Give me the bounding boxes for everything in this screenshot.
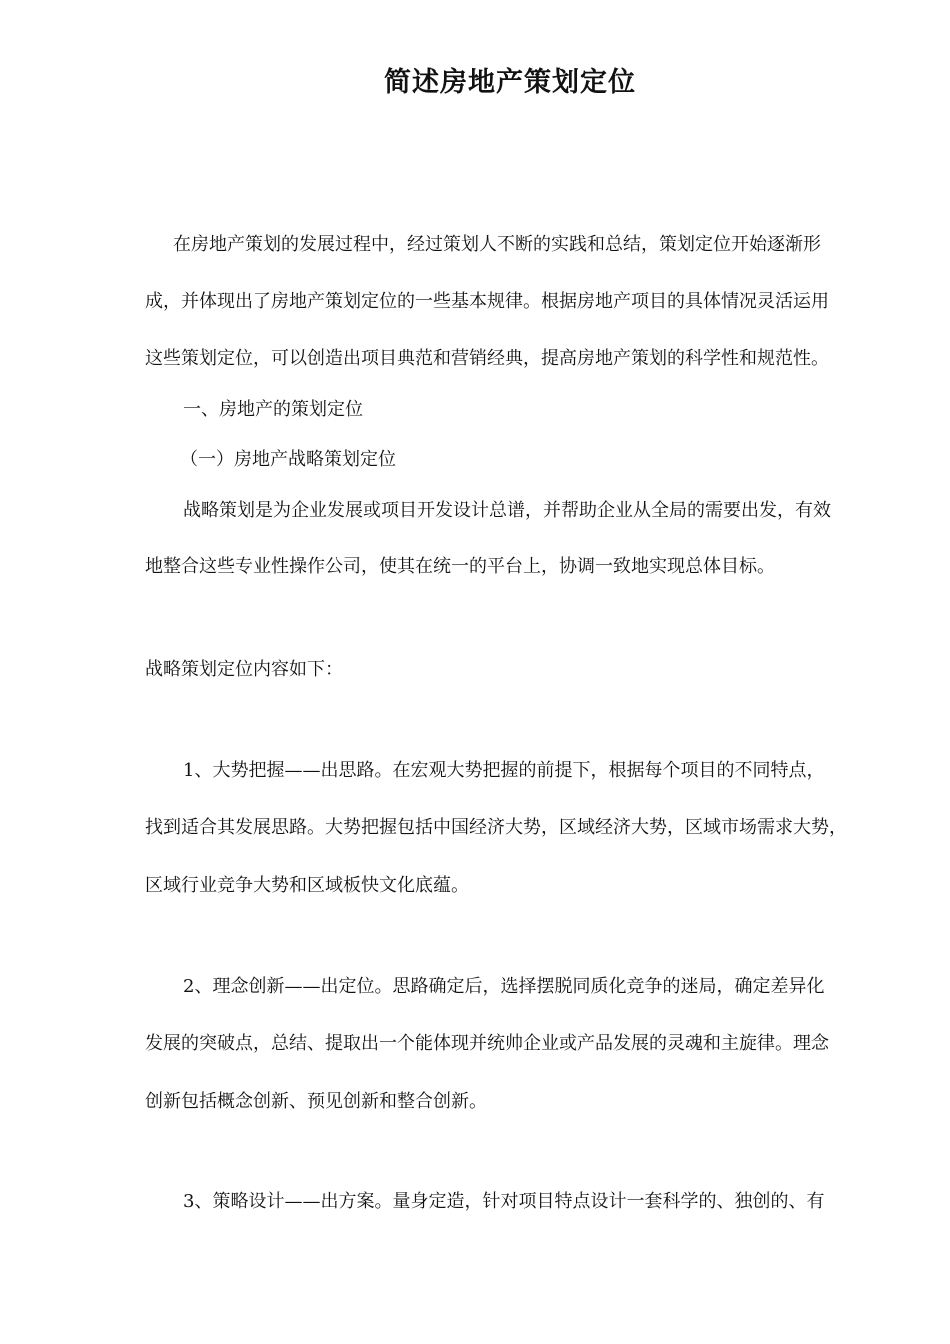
document-title: 简述房地产策划定位 xyxy=(384,67,636,98)
paragraph-line: 成，并体现出了房地产策划定位的一些基本规律。根据房地产项目的具体情况灵活运用 xyxy=(145,291,829,312)
paragraph-line: 找到适合其发展思路。大势把握包括中国经济大势，区域经济大势，区域市场需求大势， xyxy=(145,817,847,838)
paragraph-line: 这些策划定位，可以创造出项目典范和营销经典，提高房地产策划的科学性和规范性。 xyxy=(145,348,829,369)
paragraph-line: 战略策划定位内容如下： xyxy=(145,659,343,680)
subsection-heading: （一）房地产战略策划定位 xyxy=(180,449,396,470)
paragraph-line: 3、策略设计——出方案。量身定造，针对项目特点设计一套科学的、独创的、有 xyxy=(183,1191,825,1212)
paragraph-line: 在房地产策划的发展过程中，经过策划人不断的实践和总结，策划定位开始逐渐形 xyxy=(173,234,821,255)
paragraph-line: 地整合这些专业性操作公司，使其在统一的平台上，协调一致地实现总体目标。 xyxy=(145,556,775,577)
paragraph-line: 区域行业竞争大势和区域板快文化底蕴。 xyxy=(145,875,469,896)
paragraph-line: 1、大势把握——出思路。在宏观大势把握的前提下，根据每个项目的不同特点， xyxy=(183,760,825,781)
paragraph-line: 发展的突破点，总结、提取出一个能体现并统帅企业或产品发展的灵魂和主旋律。理念 xyxy=(145,1033,829,1054)
paragraph-line: 战略策划是为企业发展或项目开发设计总谱，并帮助企业从全局的需要出发，有效 xyxy=(183,500,831,521)
paragraph-line: 2、理念创新——出定位。思路确定后，选择摆脱同质化竞争的迷局，确定差异化 xyxy=(183,976,825,997)
section-heading: 一、房地产的策划定位 xyxy=(183,399,363,420)
paragraph-line: 创新包括概念创新、预见创新和整合创新。 xyxy=(145,1091,487,1112)
